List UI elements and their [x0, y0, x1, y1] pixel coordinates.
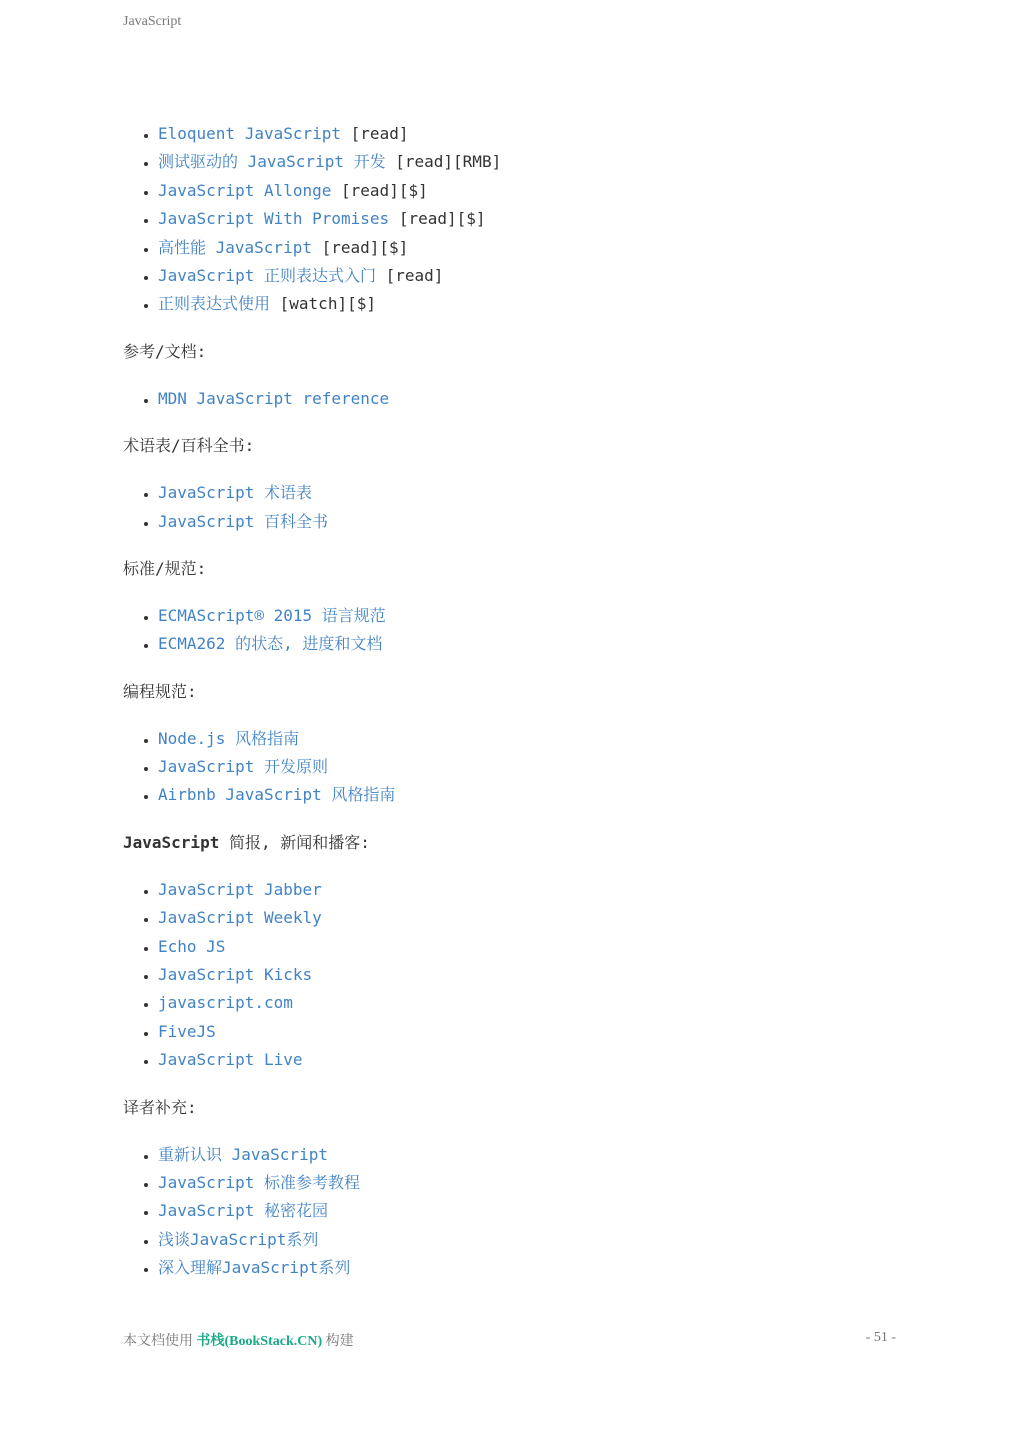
list-item [158, 725, 903, 753]
translator-link[interactable]: JavaScript 秘密花园 [158, 1201, 328, 1221]
news-link[interactable]: FiveJS [158, 1021, 216, 1041]
book-link[interactable]: JavaScript With Promises [158, 209, 390, 229]
book-link[interactable]: JavaScript 正则表达式入门 [158, 265, 376, 285]
standards-link[interactable]: ECMAScript® 2015 语言规范 [158, 605, 386, 625]
footer-prefix: 本文档使用 [123, 1334, 197, 1349]
book-tags: [read][$] [331, 180, 428, 200]
list-item [158, 753, 903, 781]
book-link[interactable]: 测试驱动的 JavaScript 开发 [158, 152, 386, 172]
list-item [158, 1046, 903, 1074]
style-guide-link[interactable]: JavaScript 开发原则 [158, 757, 328, 777]
list-item [158, 933, 903, 961]
style-guides-list [123, 725, 903, 810]
list-item [158, 120, 903, 148]
list-item [158, 508, 903, 536]
book-link[interactable]: JavaScript Allonge [158, 180, 332, 200]
glossary-link[interactable]: JavaScript 百科全书 [158, 511, 328, 531]
footer-suffix: 构建 [322, 1334, 354, 1349]
translator-link[interactable]: JavaScript 标准参考教程 [158, 1172, 360, 1192]
style-guides-heading: 编程规范: [123, 681, 197, 701]
reference-list [123, 385, 903, 413]
book-tags: [watch][$] [270, 294, 376, 314]
list-item [158, 1169, 903, 1197]
list-item [158, 1197, 903, 1225]
translator-link[interactable]: 重新认识 JavaScript [158, 1144, 328, 1164]
standards-link[interactable]: ECMA262 的状态, 进度和文档 [158, 634, 383, 654]
book-tags: [read][$] [311, 237, 409, 257]
translator-link[interactable]: 深入理解JavaScript系列 [158, 1258, 351, 1278]
page-number: - 51 - [865, 1330, 896, 1345]
list-item [158, 205, 903, 233]
news-list [123, 876, 903, 1075]
page-header-title: JavaScript [123, 14, 182, 29]
list-item [158, 1141, 903, 1169]
reference-heading: 参考/文档: [123, 341, 207, 361]
list-item [158, 1254, 903, 1282]
book-tags: [read] [375, 265, 444, 285]
standards-heading: 标准/规范: [123, 558, 207, 578]
glossary-list [123, 479, 903, 536]
news-link[interactable]: javascript.com [158, 993, 293, 1013]
book-tags: [read][$] [389, 209, 486, 229]
book-link[interactable]: 正则表达式使用 [158, 294, 271, 314]
translator-heading: 译者补充: [123, 1097, 197, 1117]
reference-link[interactable]: MDN JavaScript reference [158, 388, 390, 408]
news-link[interactable]: JavaScript Live [158, 1050, 303, 1070]
list-item [158, 630, 903, 658]
list-item [158, 479, 903, 507]
list-item [158, 904, 903, 932]
list-item [158, 876, 903, 904]
list-item [158, 602, 903, 630]
list-item [158, 1018, 903, 1046]
glossary-link[interactable]: JavaScript 术语表 [158, 483, 312, 503]
style-guide-link[interactable]: Node.js 风格指南 [158, 728, 300, 748]
news-heading [123, 829, 903, 857]
list-item [158, 385, 903, 413]
news-link[interactable]: Echo JS [158, 936, 226, 956]
translator-link[interactable]: 浅谈JavaScript系列 [158, 1229, 319, 1249]
book-link[interactable]: 高性能 JavaScript [158, 237, 312, 257]
book-list [123, 120, 903, 319]
list-item [158, 1226, 903, 1254]
document-content [123, 120, 903, 1283]
list-item [158, 234, 903, 262]
list-item [158, 781, 903, 809]
style-guide-link[interactable]: Airbnb JavaScript 风格指南 [158, 785, 396, 805]
list-item [158, 961, 903, 989]
news-link[interactable]: JavaScript Jabber [158, 879, 322, 899]
glossary-heading: 术语表/百科全书: [123, 436, 255, 456]
news-heading-rest: 简报, 新闻和播客: [219, 832, 370, 852]
news-heading-bold: JavaScript [123, 832, 220, 852]
footer-brand-link[interactable]: 书栈(BookStack.CN) [196, 1334, 323, 1349]
list-item [158, 989, 903, 1017]
translator-list [123, 1141, 903, 1283]
book-tags: [read] [341, 124, 409, 143]
list-item [158, 290, 903, 318]
book-tags: [read][RMB] [385, 152, 502, 172]
standards-list [123, 602, 903, 659]
news-link[interactable]: JavaScript Kicks [158, 965, 313, 985]
page-footer [123, 1330, 896, 1350]
news-link[interactable]: JavaScript Weekly [158, 908, 322, 928]
list-item [158, 148, 903, 176]
book-link[interactable]: Eloquent JavaScript [158, 124, 342, 143]
list-item [158, 177, 903, 205]
list-item [158, 262, 903, 290]
